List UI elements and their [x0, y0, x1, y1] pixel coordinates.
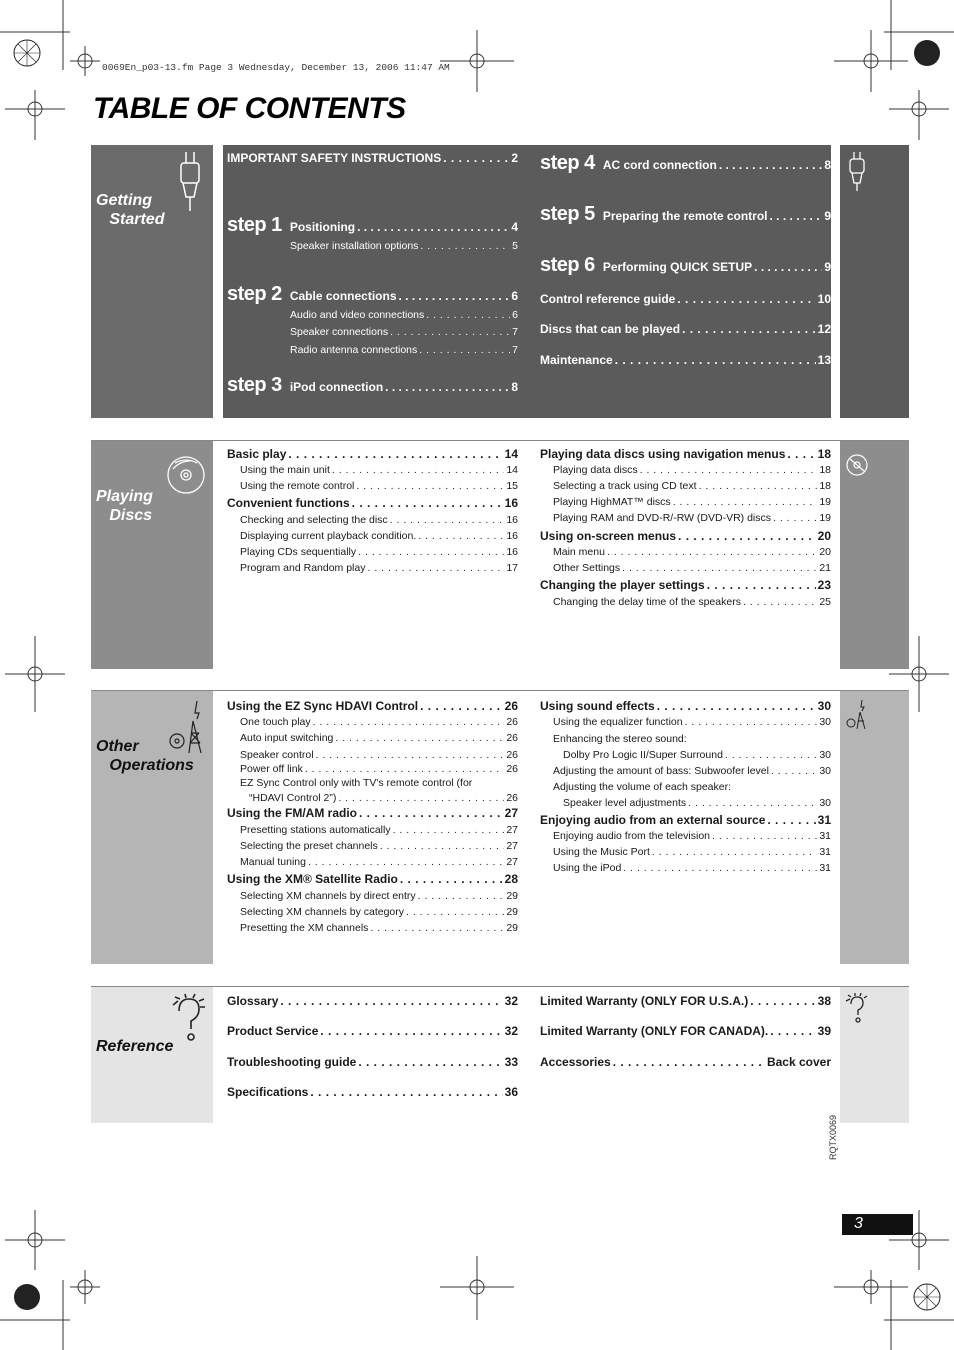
- leader-dots: [288, 447, 502, 461]
- toc-subentry[interactable]: [240, 763, 518, 775]
- leader-dots: [313, 716, 505, 728]
- leader-dots: [418, 530, 504, 542]
- leader-dots: [418, 890, 505, 902]
- toc-subentry[interactable]: [553, 862, 831, 874]
- leader-dots: [316, 749, 505, 761]
- toc-subentry[interactable]: [240, 890, 518, 902]
- toc-subentry[interactable]: [553, 716, 831, 728]
- toc-entry-label: Changing the player settings: [540, 578, 705, 592]
- toc-entry-page: 31: [817, 813, 831, 827]
- toc-entry-page: 13: [817, 353, 831, 367]
- leader-dots: [419, 344, 510, 356]
- antenna-icon: [845, 699, 869, 731]
- toc-subentry[interactable]: [553, 496, 831, 508]
- toc-entry-label: Basic play: [227, 447, 287, 461]
- toc-entry-page: 9: [824, 260, 831, 274]
- toc-entry-page: 26: [506, 792, 518, 804]
- toc-entry-page: 36: [504, 1085, 518, 1099]
- page-number: 3: [854, 1215, 863, 1232]
- leader-dots: [320, 1024, 502, 1038]
- leader-dots: [310, 1085, 502, 1099]
- toc-entry[interactable]: [540, 578, 831, 592]
- leader-dots: [420, 240, 510, 252]
- leader-dots: [699, 480, 818, 492]
- toc-entry-label: Performing QUICK SETUP: [602, 260, 753, 274]
- plug-icon: [847, 151, 867, 191]
- section-title: Getting Started: [96, 192, 165, 228]
- toc-entry-label: Selecting XM channels by direct entry: [240, 890, 416, 902]
- toc-subentry[interactable]: [240, 922, 518, 934]
- toc-entry[interactable]: [227, 1085, 518, 1099]
- toc-entry-page: 16: [504, 496, 518, 510]
- leader-dots: [652, 846, 817, 858]
- toc-entry-page: 19: [819, 496, 831, 508]
- toc-entry-page: 31: [819, 846, 831, 858]
- leader-dots: [682, 322, 816, 336]
- toc-entry-page: 39: [817, 1024, 831, 1038]
- leader-dots: [357, 220, 509, 234]
- leader-dots: [719, 158, 822, 172]
- toc-entry-page: 29: [506, 890, 518, 902]
- toc-entry-page: 29: [506, 906, 518, 918]
- toc-entry-page: 6: [512, 309, 518, 321]
- leader-dots: [443, 151, 509, 165]
- toc-subentry-text: Enhancing the stereo sound:: [553, 733, 687, 745]
- leader-dots: [770, 1024, 815, 1038]
- toc-entry-label: AC cord connection: [602, 158, 717, 172]
- leader-dots: [359, 806, 503, 820]
- toc-subentry[interactable]: [553, 480, 831, 492]
- leader-dots: [367, 562, 504, 574]
- leader-dots: [771, 765, 817, 777]
- page-number-box: [842, 1214, 913, 1235]
- toc-subentry[interactable]: [290, 240, 518, 252]
- toc-entry-label: Speaker installation options: [290, 240, 419, 252]
- toc-entry-page: 26: [506, 716, 518, 728]
- toc-entry-label: Control reference guide: [540, 292, 676, 306]
- toc-subentry[interactable]: [240, 464, 518, 476]
- section-title: Reference: [96, 1038, 174, 1055]
- toc-subentry-text: EZ Sync Control only with TV's remote control (for: [240, 777, 473, 789]
- section-title: Playing Discs: [96, 488, 153, 524]
- toc-entry-page: 31: [819, 830, 831, 842]
- leader-dots: [420, 699, 503, 713]
- toc-entry-label: Limited Warranty (ONLY FOR U.S.A.): [540, 994, 749, 1008]
- toc-entry-label: Enjoying audio from an external source: [540, 813, 766, 827]
- toc-entry[interactable]: [227, 699, 518, 713]
- toc-subentry[interactable]: [563, 749, 831, 761]
- toc-entry-label: Using the iPod: [553, 862, 622, 874]
- step-number: step 4: [540, 152, 595, 174]
- toc-entry-label: Specifications: [227, 1085, 309, 1099]
- toc-entry-label: Playing RAM and DVD-R/-RW (DVD-VR) discs: [553, 512, 772, 524]
- toc-entry-label: iPod connection: [289, 380, 384, 394]
- toc-subentry[interactable]: [240, 530, 518, 542]
- toc-entry-label: Changing the delay time of the speakers: [553, 596, 741, 608]
- toc-entry[interactable]: [227, 151, 518, 165]
- step-number: step 2: [227, 283, 282, 305]
- toc-entry-page: 10: [817, 292, 831, 306]
- toc-entry[interactable]: [540, 994, 831, 1008]
- toc-entry[interactable]: [540, 529, 831, 543]
- toc-entry-label: Using the XM® Satellite Radio: [227, 872, 398, 886]
- toc-entry-page: 19: [819, 512, 831, 524]
- toc-entry-label: Discs that can be played: [540, 322, 681, 336]
- toc-subentry[interactable]: [240, 480, 518, 492]
- toc-entry-label: Limited Warranty (ONLY FOR CANADA).: [540, 1024, 769, 1038]
- plug-icon: [177, 151, 203, 211]
- toc-entry-page: Back cover: [766, 1055, 831, 1069]
- leader-dots: [770, 209, 823, 223]
- toc-entry-page: 14: [504, 447, 518, 461]
- toc-subentry[interactable]: [553, 830, 831, 842]
- toc-subentry[interactable]: [240, 732, 518, 744]
- toc-entry-label: Other Settings: [553, 562, 621, 574]
- leader-dots: [356, 480, 504, 492]
- registration-mark-icon: [70, 46, 100, 76]
- leader-dots: [673, 496, 818, 508]
- toc-entry-page: 23: [817, 578, 831, 592]
- toc-step[interactable]: [227, 283, 518, 306]
- toc-entry[interactable]: [227, 1055, 518, 1069]
- toc-entry[interactable]: [540, 1055, 831, 1069]
- toc-entry-page: 20: [819, 546, 831, 558]
- toc-entry-page: 27: [506, 856, 518, 868]
- toc-entry-label: Glossary: [227, 994, 279, 1008]
- toc-subentry[interactable]: [553, 596, 831, 608]
- disc-icon: [166, 451, 206, 499]
- toc-entry-label: Positioning: [289, 220, 356, 234]
- page-title: TABLE OF CONTENTS: [93, 92, 406, 125]
- leader-dots: [725, 749, 817, 761]
- leader-dots: [707, 578, 816, 592]
- leader-dots: [622, 562, 817, 574]
- toc-entry-label: Maintenance: [540, 353, 613, 367]
- toc-entry[interactable]: [227, 447, 518, 461]
- section-right-panel: [840, 691, 909, 964]
- toc-subentry[interactable]: [553, 512, 831, 524]
- toc-entry-label: Playing HighMAT™ discs: [553, 496, 671, 508]
- toc-subentry[interactable]: [553, 846, 831, 858]
- toc-entry-label: Accessories: [540, 1055, 611, 1069]
- toc-subentry[interactable]: [563, 797, 831, 809]
- toc-entry-page: 30: [817, 699, 831, 713]
- toc-entry-page: 16: [506, 530, 518, 542]
- leader-dots: [615, 353, 816, 367]
- toc-entry-label: Using the Music Port: [553, 846, 650, 858]
- leader-dots: [385, 380, 509, 394]
- toc-entry-label: Presetting stations automatically: [240, 824, 391, 836]
- toc-entry-label: IMPORTANT SAFETY INSTRUCTIONS: [227, 151, 442, 165]
- toc-entry-page: 30: [819, 765, 831, 777]
- toc-entry-page: 16: [506, 546, 518, 558]
- toc-entry-page: 18: [817, 447, 831, 461]
- toc-entry-label: Speaker connections: [290, 326, 389, 338]
- toc-entry[interactable]: [227, 872, 518, 886]
- toc-subentry[interactable]: [240, 906, 518, 918]
- toc-entry-label: Playing data discs: [553, 464, 638, 476]
- toc-entry-page: 26: [504, 699, 518, 713]
- leader-dots: [406, 906, 504, 918]
- toc-step[interactable]: [540, 254, 831, 277]
- toc-entry-page: 31: [819, 862, 831, 874]
- toc-subentry[interactable]: [553, 562, 831, 574]
- leader-dots: [613, 1055, 765, 1069]
- leader-dots: [607, 546, 817, 558]
- disc-icon: [845, 451, 869, 479]
- toc-entry-page: 15: [506, 480, 518, 492]
- toc-step[interactable]: [227, 374, 518, 397]
- toc-entry-page: 18: [819, 464, 831, 476]
- toc-subentry[interactable]: [553, 464, 831, 476]
- toc-entry-page: 28: [504, 872, 518, 886]
- toc-entry-page: 17: [506, 562, 518, 574]
- leader-dots: [678, 529, 816, 543]
- toc-subentry[interactable]: [240, 546, 518, 558]
- document-code: RQTX0069: [828, 1114, 838, 1160]
- toc-entry-page: 26: [506, 749, 518, 761]
- toc-entry-label: Troubleshooting guide: [227, 1055, 357, 1069]
- leader-dots: [393, 824, 505, 836]
- toc-entry-label: Checking and selecting the disc: [240, 514, 388, 526]
- toc-entry[interactable]: [227, 806, 518, 820]
- toc-entry-label: Main menu: [553, 546, 605, 558]
- toc-subentry[interactable]: [240, 562, 518, 574]
- toc-subentry[interactable]: [290, 326, 518, 338]
- toc-subentry[interactable]: [249, 792, 518, 804]
- toc-entry-label: Using the remote control: [240, 480, 355, 492]
- toc-entry-page: 21: [819, 562, 831, 574]
- leader-dots: [308, 856, 504, 868]
- toc-entry-label: Auto input switching: [240, 732, 334, 744]
- toc-entry-page: 6: [511, 289, 518, 303]
- toc-entry-page: 25: [819, 596, 831, 608]
- toc-entry-page: 26: [506, 732, 518, 744]
- file-header: 0069En_p03-13.fm Page 3 Wednesday, December 13, 2006 11:47 AM: [102, 62, 450, 73]
- toc-entry[interactable]: [227, 496, 518, 510]
- toc-entry-label: Playing data discs using navigation menus: [540, 447, 786, 461]
- leader-dots: [380, 840, 505, 852]
- leader-dots: [688, 797, 817, 809]
- toc-entry-label: Selecting XM channels by category: [240, 906, 405, 918]
- toc-entry-page: 27: [504, 806, 518, 820]
- toc-subentry[interactable]: [553, 765, 831, 777]
- toc-entry-page: 14: [506, 464, 518, 476]
- leader-dots: [399, 289, 510, 303]
- toc-subentry[interactable]: [240, 514, 518, 526]
- toc-entry-page: 5: [512, 240, 518, 252]
- toc-entry-page: 18: [819, 480, 831, 492]
- leader-dots: [358, 1055, 502, 1069]
- toc-entry-label: Presetting the XM channels: [240, 922, 369, 934]
- toc-entry-page: 32: [504, 994, 518, 1008]
- toc-entry-page: 16: [506, 514, 518, 526]
- leader-dots: [358, 546, 504, 558]
- toc-entry-label: Audio and video connections: [290, 309, 425, 321]
- toc-entry-page: 27: [506, 824, 518, 836]
- toc-entry[interactable]: [540, 322, 831, 336]
- leader-dots: [640, 464, 818, 476]
- toc-subentry[interactable]: [240, 716, 518, 728]
- section-title: Other Operations: [96, 738, 194, 774]
- toc-entry-label: One touch play: [240, 716, 311, 728]
- toc-step[interactable]: [227, 214, 518, 237]
- toc-entry[interactable]: [540, 699, 831, 713]
- toc-entry-label: Preparing the remote control: [602, 209, 768, 223]
- toc-entry-page: 8: [511, 380, 518, 394]
- leader-dots: [677, 292, 815, 306]
- toc-entry-label: Enjoying audio from the television: [553, 830, 711, 842]
- toc-subentry[interactable]: [240, 840, 518, 852]
- toc-entry-page: 9: [824, 209, 831, 223]
- leader-dots: [685, 716, 818, 728]
- toc-entry[interactable]: [540, 353, 831, 367]
- toc-step[interactable]: [540, 203, 831, 226]
- toc-entry-label: Displaying current playback condition.: [240, 530, 417, 542]
- toc-entry-label: Selecting the preset channels: [240, 840, 378, 852]
- step-number: step 6: [540, 254, 595, 276]
- toc-subentry[interactable]: [240, 824, 518, 836]
- toc-entry-page: 33: [504, 1055, 518, 1069]
- leader-dots: [787, 447, 815, 461]
- toc-entry-page: 4: [511, 220, 518, 234]
- toc-entry-label: Product Service: [227, 1024, 319, 1038]
- toc-entry-page: 29: [506, 922, 518, 934]
- toc-entry-label: Using the EZ Sync HDAVI Control: [227, 699, 419, 713]
- toc-entry-page: 30: [819, 716, 831, 728]
- toc-entry-label: Using the FM/AM radio: [227, 806, 357, 820]
- leader-dots: [280, 994, 502, 1008]
- toc-entry-label: Convenient functions: [227, 496, 350, 510]
- toc-entry-label: Using sound effects: [540, 699, 655, 713]
- leader-dots: [390, 326, 510, 338]
- leader-dots: [370, 922, 504, 934]
- toc-entry-label: Cable connections: [289, 289, 397, 303]
- toc-entry-label: Using on-screen menus: [540, 529, 677, 543]
- leader-dots: [352, 496, 503, 510]
- antenna-icon: [167, 699, 207, 755]
- toc-entry[interactable]: [540, 447, 831, 461]
- leader-dots: [305, 763, 504, 775]
- toc-entry-label: Using the main unit: [240, 464, 330, 476]
- question-icon: [845, 993, 869, 1025]
- leader-dots: [743, 596, 817, 608]
- leader-dots: [754, 260, 822, 274]
- toc-entry[interactable]: [540, 292, 831, 306]
- toc-entry-label: Selecting a track using CD text: [553, 480, 697, 492]
- toc-entry-label: Adjusting the amount of bass: Subwoofer level: [553, 765, 769, 777]
- toc-entry-page: 27: [506, 840, 518, 852]
- leader-dots: [767, 813, 815, 827]
- leader-dots: [332, 464, 504, 476]
- toc-entry-page: 2: [511, 151, 518, 165]
- toc-entry-page: 32: [504, 1024, 518, 1038]
- leader-dots: [426, 309, 510, 321]
- toc-entry-label: Speaker level adjustments: [563, 797, 687, 809]
- leader-dots: [338, 792, 504, 804]
- toc-subentry[interactable]: [553, 546, 831, 558]
- leader-dots: [773, 512, 817, 524]
- toc-subentry[interactable]: [240, 856, 518, 868]
- toc-entry-label: Radio antenna connections: [290, 344, 418, 356]
- toc-entry-page: 26: [506, 763, 518, 775]
- toc-entry-label: Dolby Pro Logic II/Super Surround: [563, 749, 723, 761]
- step-number: step 3: [227, 374, 282, 396]
- toc-entry-page: 30: [819, 749, 831, 761]
- toc-entry[interactable]: [540, 1024, 831, 1038]
- toc-entry-page: 30: [819, 797, 831, 809]
- toc-subentry[interactable]: [240, 749, 518, 761]
- toc-step[interactable]: [540, 152, 831, 175]
- toc-subentry[interactable]: [290, 344, 518, 356]
- toc-entry-label: Speaker control: [240, 749, 314, 761]
- toc-entry-label: Power off link: [240, 763, 303, 775]
- step-number: step 5: [540, 203, 595, 225]
- toc-entry-page: 8: [824, 158, 831, 172]
- toc-entry[interactable]: [227, 1024, 518, 1038]
- toc-entry-label: Manual tuning: [240, 856, 306, 868]
- toc-entry-label: Using the equalizer function: [553, 716, 683, 728]
- toc-entry[interactable]: [227, 994, 518, 1008]
- leader-dots: [335, 732, 504, 744]
- toc-entry-page: 12: [817, 322, 831, 336]
- toc-entry-page: 20: [817, 529, 831, 543]
- toc-entry-label: “HDAVI Control 2”): [249, 792, 337, 804]
- toc-entry-page: 38: [817, 994, 831, 1008]
- leader-dots: [750, 994, 815, 1008]
- toc-entry-label: Playing CDs sequentially: [240, 546, 357, 558]
- leader-dots: [712, 830, 817, 842]
- toc-entry-page: 7: [512, 344, 518, 356]
- leader-dots: [657, 699, 816, 713]
- toc-subentry-text: Adjusting the volume of each speaker:: [553, 781, 732, 793]
- toc-entry[interactable]: [540, 813, 831, 827]
- toc-entry-page: 7: [512, 326, 518, 338]
- leader-dots: [623, 862, 817, 874]
- leader-dots: [400, 872, 503, 886]
- step-number: step 1: [227, 214, 282, 236]
- leader-dots: [390, 514, 505, 526]
- question-icon: [171, 993, 207, 1045]
- toc-entry-label: Program and Random play: [240, 562, 366, 574]
- toc-subentry[interactable]: [290, 309, 518, 321]
